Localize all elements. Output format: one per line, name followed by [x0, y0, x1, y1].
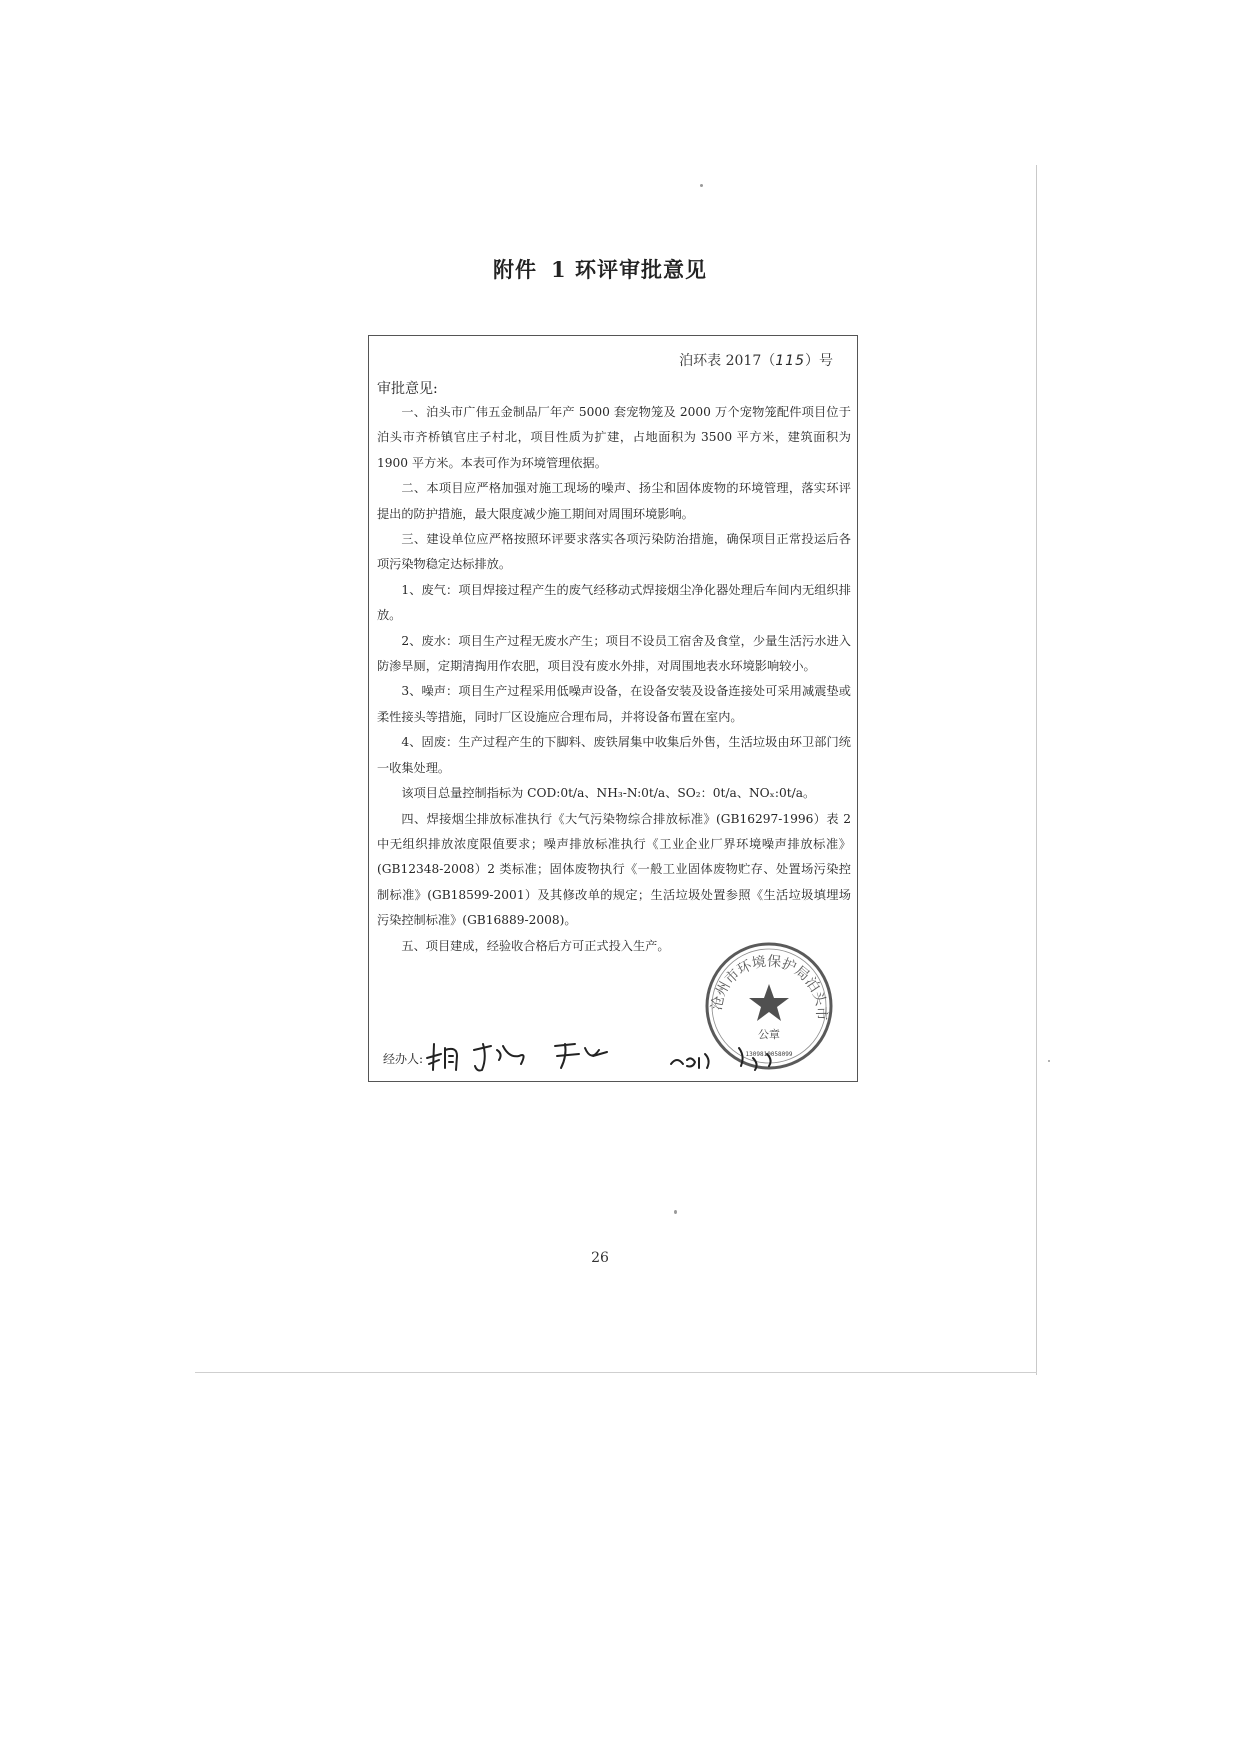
- seal-center-text: 公章: [758, 1028, 780, 1041]
- document-number: [679, 350, 833, 370]
- paragraph: 该项目总量控制指标为 COD:0t/a、NH₃-N:0t/a、SO₂：0t/a、NOₓ:0t/a。: [401, 786, 816, 801]
- scan-page-edge-bottom: [195, 1372, 1037, 1373]
- title-part2: 1 环评审批意见: [551, 257, 707, 282]
- scan-speck: [1048, 1060, 1050, 1062]
- paragraph: 4、固废：生产过程产生的下脚料、废铁屑集中收集后外售，生活垃圾由环卫部门统一收集处理。: [377, 735, 851, 775]
- signature-area: [379, 1036, 849, 1076]
- doc-number-prefix: 泊环表 2017（: [679, 353, 776, 369]
- paragraph: 三、建设单位应严格按照环评要求落实各项污染防治措施，确保项目正常投运后各项污染物稳定达标排放。: [377, 532, 851, 572]
- page-number: 26: [591, 1250, 609, 1266]
- paragraph: 二、本项目应严格加强对施工现场的噪声、扬尘和固体废物的环境管理，落实环评提出的防护措施，最大限度减少施工期间对周围环境影响。: [377, 481, 851, 521]
- paragraph: 3、噪声：项目生产过程采用低噪声设备，在设备安装及设备连接处可采用减震垫或柔性接头等措施，同时厂区设施应合理布局，并将设备布置在室内。: [377, 684, 851, 724]
- handler-label: 经办人:: [383, 1052, 424, 1066]
- doc-number-suffix: ）号: [805, 353, 833, 369]
- scan-speck: [700, 184, 703, 187]
- handwritten-signatures: [379, 1036, 849, 1076]
- paragraph: 1、废气：项目焊接过程产生的废气经移动式焊接烟尘净化器处理后车间内无组织排放。: [377, 582, 851, 623]
- seal-ring-text: 沧州市环境保护局泊头市: [708, 953, 830, 1021]
- approval-body: [377, 400, 851, 959]
- section-heading: 审批意见:: [377, 381, 438, 397]
- scan-speck: [674, 1210, 677, 1214]
- paragraph: 四、焊接烟尘排放标准执行《大气污染物综合排放标准》(GB16297-1996）表 2 中无组织排放浓度限值要求；噪声排放标准执行《工业企业厂界环境噪声排放标准》(GB12348-2008）2 类标准；固体废物执行《一般工业固体废物贮存、处置场污染控制标准》(GB18599-2001）及其修改单的规定；生活垃圾处置参照《生活垃圾填埋场污染控制标准》(GB16889-2008)。: [377, 811, 851, 928]
- doc-number-handwritten: 115: [775, 353, 805, 369]
- page-title: [0, 254, 1200, 284]
- paragraph: 五、项目建成，经验收合格后方可正式投入生产。: [401, 938, 670, 953]
- seal-serial: 1309810058099: [745, 1051, 793, 1058]
- star-icon: [749, 984, 789, 1021]
- scan-page-edge-right: [1036, 165, 1037, 1375]
- title-part1: 附件: [493, 257, 538, 282]
- approval-form: [368, 335, 858, 1082]
- paragraph: 2、废水：项目生产过程无废水产生；项目不设员工宿舍及食堂，少量生活污水进入防渗旱厕，定期清掏用作农肥，项目没有废水外排，对周围地表水环境影响较小。: [377, 633, 851, 674]
- paragraph: 一、泊头市广伟五金制品厂年产 5000 套宠物笼及 2000 万个宠物笼配件项目位于泊头市齐桥镇官庄子村北，项目性质为扩建，占地面积为 3500 平方米，建筑面积为 1900 平方米。本表可作为环境管理依据。: [377, 405, 851, 470]
